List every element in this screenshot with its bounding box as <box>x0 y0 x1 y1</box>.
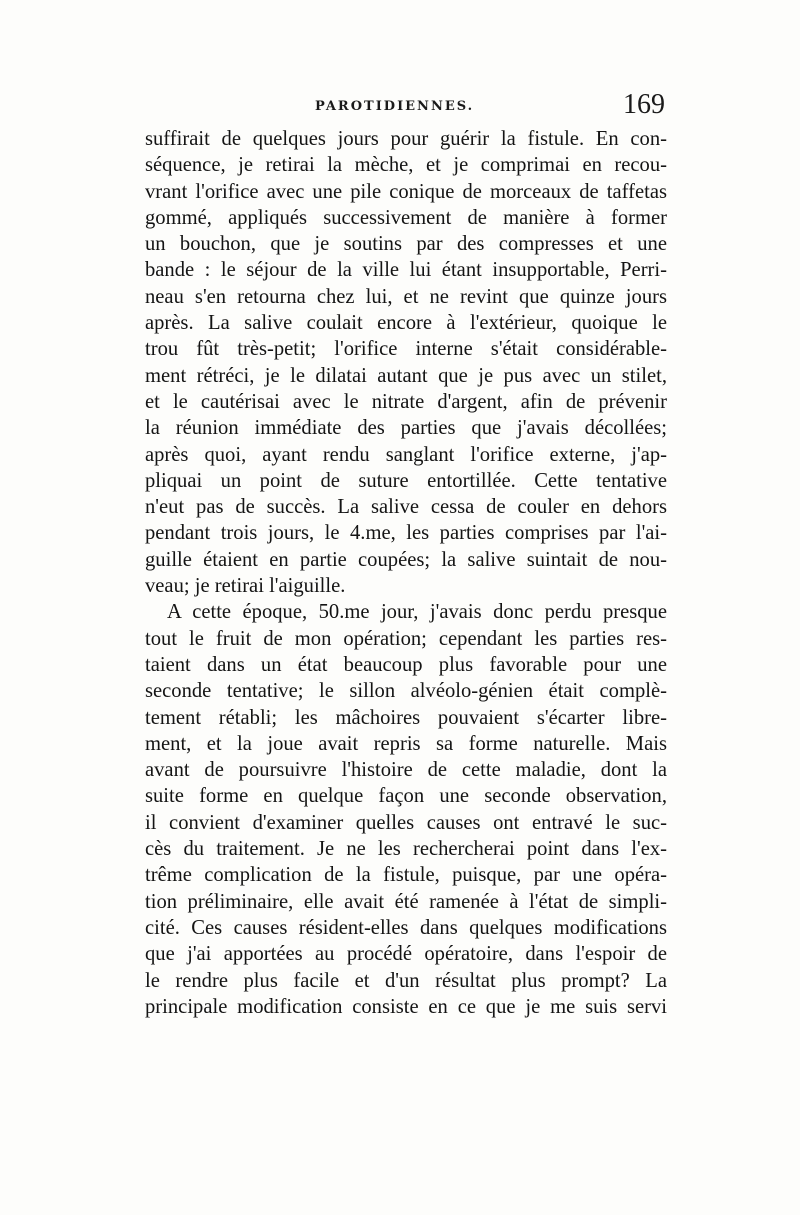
text-line: neau s'en retourna chez lui, et ne revint que quinze jours <box>145 285 667 308</box>
text-line: après. La salive coulait encore à l'extérieur, quoique le <box>145 312 667 335</box>
text-line: un bouchon, que je soutins par des compresses et une <box>145 233 667 256</box>
text-line: suite forme en quelque façon une seconde observation, <box>145 785 667 808</box>
text-line: seconde tentative; le sillon alvéolo-génien était complè- <box>145 680 667 703</box>
text-line: avant de poursuivre l'histoire de cette maladie, dont la <box>145 759 667 782</box>
text-line: la réunion immédiate des parties que j'avais décollées; <box>145 417 667 440</box>
text-line: après quoi, ayant rendu sanglant l'orifice externe, j'ap- <box>145 443 667 466</box>
running-head: PAROTIDIENNES. <box>315 99 475 114</box>
text-line: vrant l'orifice avec une pile conique de morceaux de taffetas <box>145 180 667 203</box>
text-line: guille étaient en partie coupées; la salive suintait de nou- <box>145 548 667 571</box>
text-line: trou fût très-petit; l'orifice interne s'était considérable- <box>145 338 667 361</box>
page-header <box>145 89 665 123</box>
text-line: tout le fruit de mon opération; cependant les parties res- <box>145 627 667 650</box>
text-line: taient dans un état beaucoup plus favorable pour une <box>145 653 667 676</box>
text-line: cès du traitement. Je ne les rechercherai point dans l'ex- <box>145 838 667 861</box>
text-line: pliquai un point de suture entortillée. Cette tentative <box>145 469 667 492</box>
text-line: gommé, appliqués successivement de manière à former <box>145 206 667 229</box>
text-line: tion préliminaire, elle avait été ramenée à l'état de simpli- <box>145 890 667 913</box>
text-line: tement rétabli; les mâchoires pouvaient s'écarter libre- <box>145 706 667 729</box>
text-line: séquence, je retirai la mèche, et je comprimai en recou- <box>145 154 667 177</box>
text-line: principale modification consiste en ce que je me suis servi <box>145 995 667 1018</box>
text-line: ment rétréci, je le dilatai autant que je pus avec un stilet, <box>145 364 667 387</box>
text-line: trême complication de la fistule, puisque, par une opéra- <box>145 864 667 887</box>
text-line: que j'ai apportées au procédé opératoire, dans l'espoir de <box>145 943 667 966</box>
text-line: pendant trois jours, le 4.me, les parties comprises par l'ai- <box>145 522 667 545</box>
paragraph-last-line: veau; je retirai l'aiguille. <box>145 575 346 598</box>
text-line: et le cautérisai avec le nitrate d'argent, afin de prévenir <box>145 390 667 413</box>
body-text <box>145 126 667 1020</box>
page-number: 169 <box>623 89 665 120</box>
text-line: bande : le séjour de la ville lui étant insupportable, Perri- <box>145 259 667 282</box>
text-line: suffirait de quelques jours pour guérir la fistule. En con- <box>145 128 667 150</box>
text-line: n'eut pas de succès. La salive cessa de couler en dehors <box>145 496 667 519</box>
text-line: cité. Ces causes résident-elles dans quelques modifications <box>145 916 667 939</box>
text-line: il convient d'examiner quelles causes ont entravé le suc- <box>145 811 667 834</box>
text-line: ment, et la joue avait repris sa forme naturelle. Mais <box>145 732 667 755</box>
paragraph-first-line: A cette époque, 50.me jour, j'avais donc perdu presque <box>167 601 667 624</box>
text-line: le rendre plus facile et d'un résultat plus prompt? La <box>145 969 667 992</box>
